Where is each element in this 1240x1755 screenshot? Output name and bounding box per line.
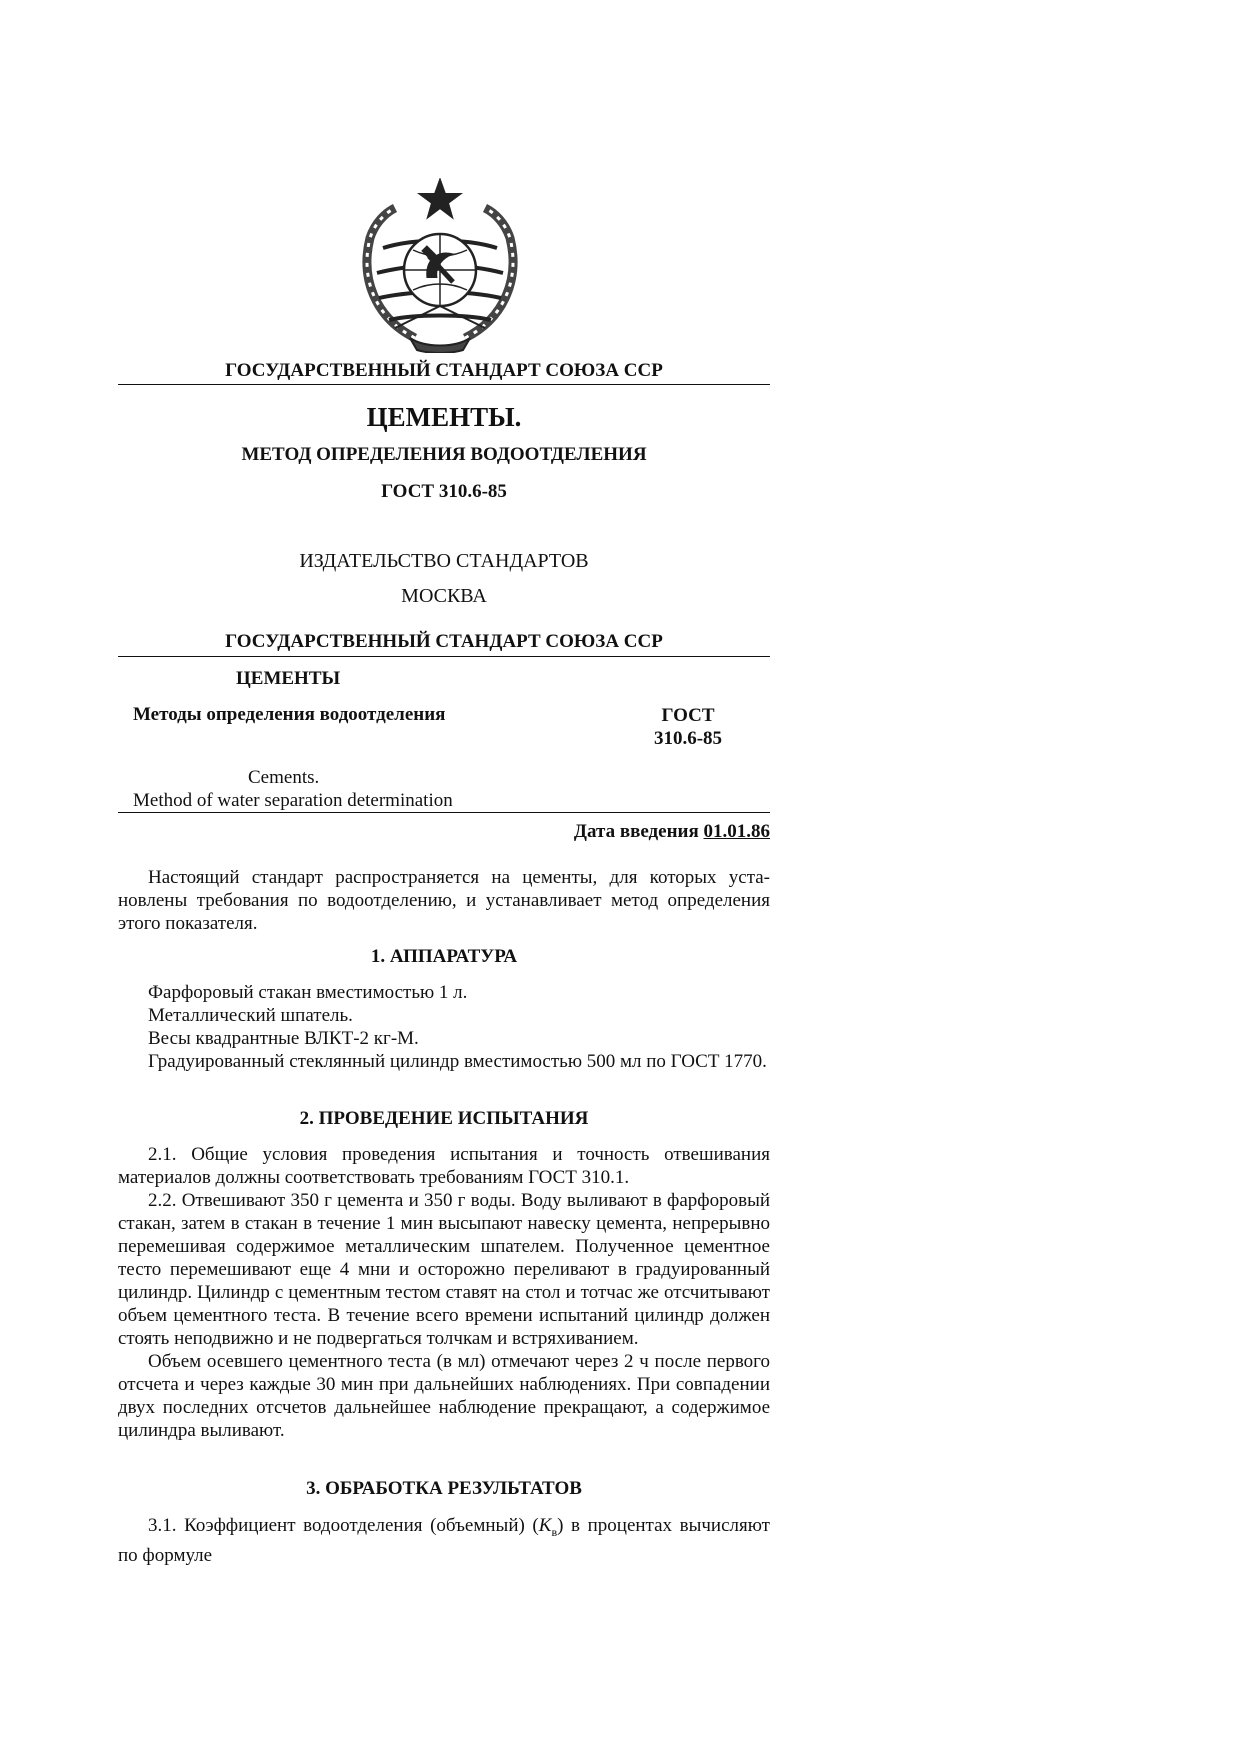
divider [118,812,770,813]
standard-title: ЦЕМЕНТЫ [236,668,341,689]
date-label: Дата введения [573,821,699,842]
paragraph-2-3: Объем осевшего цементного теста (в мл) отмечают через 2 ч после первого отсчета и через каждые 30 мин при дальнейших наблюдениях. При совпадении двух последних отсчетов дальнейшее наблюдение прекращают, а содержимое цилиндра выливают. [118,1351,770,1441]
list-item: Градуированный стеклянный цилиндр вместимостью 500 мл по ГОСТ 1770. [148,1051,767,1072]
section-1-title: 1. АППАРАТУРА [370,946,518,967]
intro-paragraph-wrap [118,866,770,935]
gost-label: ГОСТ [661,705,715,726]
cover-title: ЦЕМЕНТЫ. [366,402,522,432]
standard-header: ГОСУДАРСТВЕННЫЙ СТАНДАРТ СОЮЗА ССР [118,631,770,657]
introduction-date [118,821,770,843]
ussr-state-emblem-icon [355,178,525,353]
paragraph-3-1-start: 3.1. Коэффициент водоотделения (объемный) ( [148,1515,539,1536]
section-2-body [118,1143,770,1442]
section-2-title: 2. ПРОВЕДЕНИЕ ИСПЫТАНИЯ [299,1108,589,1129]
date-value: 01.01.86 [703,821,770,842]
section-3-title: 3. ОБРАБОТКА РЕЗУЛЬТАТОВ [306,1478,582,1499]
paragraph-3-1 [118,1514,770,1567]
gost-box [628,704,748,750]
section-3-body [118,1514,770,1567]
english-title: Cements. [248,767,320,788]
section-1-list [118,981,770,1073]
list-item: Металлический шпатель. [148,1005,353,1026]
coefficient-symbol: K [538,1515,552,1536]
paragraph-3-1-end: ) в процентах вычисляют по формуле [118,1515,770,1566]
paragraph-2-1: 2.1. Общие условия проведения испытания и точность отвешивания материалов должны соответствовать требованиям ГОСТ 310.1. [118,1144,770,1188]
coefficient-subscript: в [551,1524,558,1539]
list-item: Фарфоровый стакан вместимостью 1 л. [148,982,468,1003]
standard-title-block [118,668,770,818]
cover-gost-code: ГОСТ 310.6-85 [381,481,507,502]
city: МОСКВА [401,585,487,607]
english-subtitle: Method of water separation determination [133,790,453,811]
standard-subtitle: Методы определения водоотделения [133,704,446,725]
gost-number: 310.6-85 [653,728,723,749]
intro-paragraph: Настоящий стандарт распространяется на цементы, для которых установлены требования по водоотделению, и устанавливает метод определения этого показателя. [118,867,770,934]
cover-header: ГОСУДАРСТВЕННЫЙ СТАНДАРТ СОЮЗА ССР [118,360,770,385]
list-item: Весы квадрантные ВЛКТ-2 кг-М. [148,1028,419,1049]
paragraph-2-2: 2.2. Отвешивают 350 г цемента и 350 г воды. Воду выливают в фарфоровый стакан, затем в стакан в течение 1 мин высыпают навеску цемента, непрерывно перемешивая содержимое металлическим шпателем. Полученное цементное тесто перемешивают еще 4 мни и осторожно переливают в градуированный цилиндр. Цилиндр с цементным тестом ставят на стол и тотчас же отсчитывают объем цементного теста. В течение всего времени испытаний цилиндр должен стоять неподвижно и не подвергаться толчкам и встряхиванием. [118,1190,770,1349]
publisher: ИЗДАТЕЛЬСТВО СТАНДАРТОВ [299,550,589,572]
cover-subtitle: МЕТОД ОПРЕДЕЛЕНИЯ ВОДООТДЕЛЕНИЯ [241,444,647,465]
